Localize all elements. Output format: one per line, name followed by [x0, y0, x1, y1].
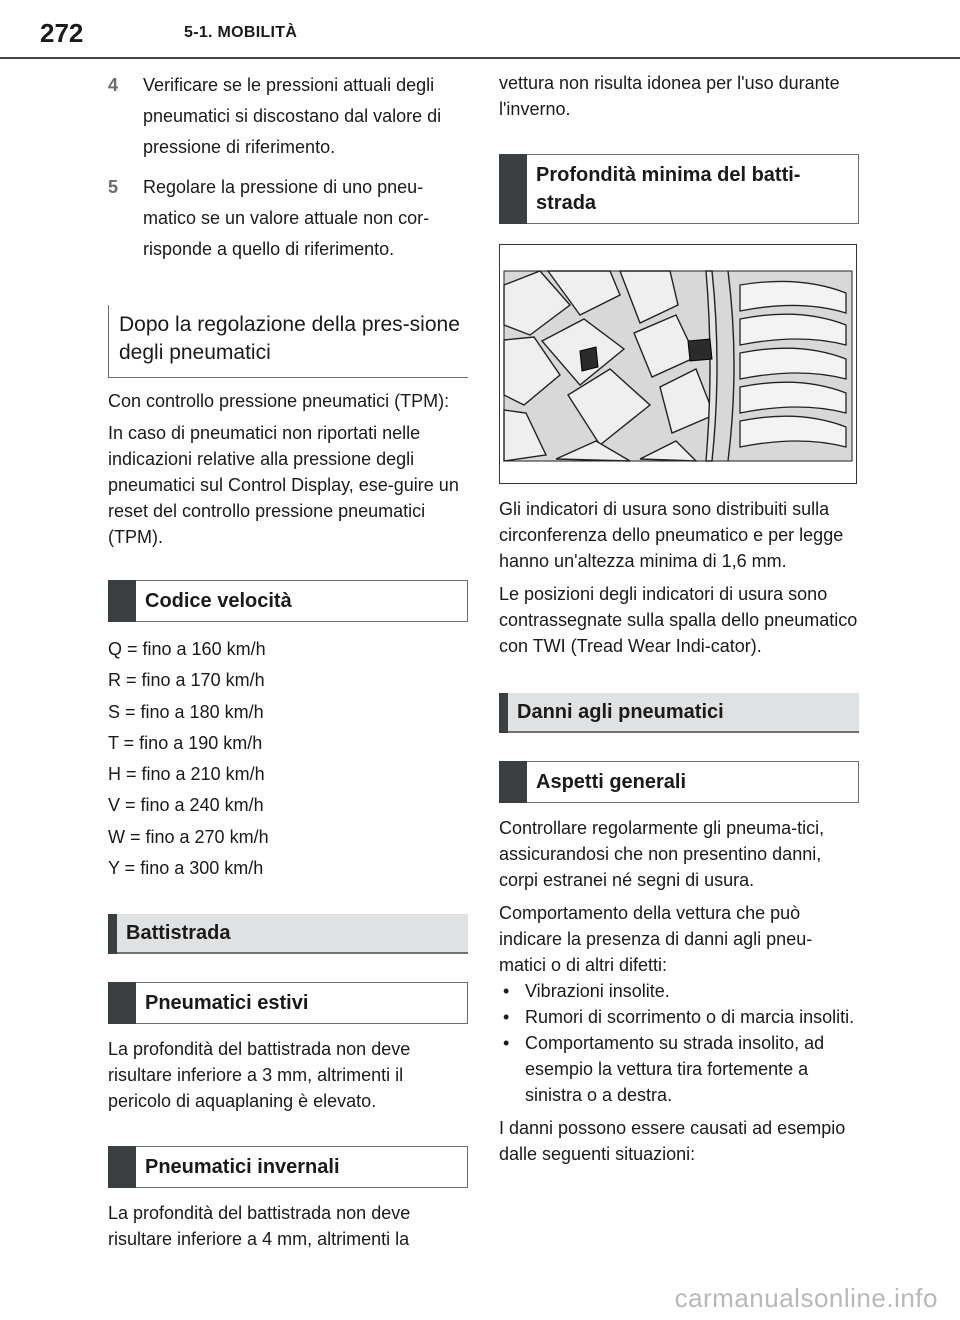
speed-code-heading [108, 580, 468, 622]
winter-tires-text: La profondità del battistrada non deve risultare inferiore a 4 mm, altrimenti la [108, 1203, 411, 1250]
heading-text: Battistrada [126, 922, 231, 945]
heading-text: Pneumatici estivi [145, 992, 309, 1015]
summer-tires-heading [108, 982, 468, 1024]
left-column [108, 70, 468, 1252]
tpm-text: In caso di pneumatici non riportati nelle indicazioni relative alla pressione degli pneumatici sul Control Display, ese-guire un reset del controllo pressione pneumatici (TPM). [108, 423, 459, 547]
after-adjust-heading: Dopo la regolazione della pres-sione degli pneumatici [108, 305, 468, 378]
step-number: 4 [108, 75, 119, 95]
heading-text: Profondità minima del batti-strada [536, 164, 801, 214]
tread-heading [108, 914, 468, 954]
speed-code-item: H = fino a 210 km/h [108, 764, 265, 785]
speed-code-item: Q = fino a 160 km/h [108, 639, 266, 659]
step-number: 5 [108, 177, 119, 197]
damage-causes-text: I danni possono essere causati ad esempio dalle seguenti situazioni: [499, 1118, 846, 1164]
speed-code-list [108, 634, 468, 884]
check-tires-text: Controllare regolarmente gli pneuma-tici, assicurandosi che non presentino danni, corpi estranei né segni di usura. [499, 818, 825, 890]
step-text: Verificare se le pressioni attuali degli pneumatici si discostano dal valore di pressione di riferimento. [143, 75, 442, 157]
step-5 [108, 172, 468, 265]
step-text: Regolare la pressione di uno pneu-matico se un valore attuale non cor-risponde a quello di riferimento. [143, 177, 430, 259]
speed-code-item: S = fino a 180 km/h [108, 701, 264, 722]
heading-text: Pneumatici invernali [145, 1156, 340, 1179]
winter-tires-continued: vettura non risulta idonea per l'uso durante l'inverno. [499, 73, 840, 119]
speed-code-item: V = fino a 240 km/h [108, 795, 264, 816]
right-column [499, 70, 859, 1167]
symptom-list [499, 978, 859, 1108]
wear-indicators-text: Gli indicatori di usura sono distribuiti sulla circonferenza dello pneumatico e per legge hanno un'altezza minima di 1,6 mm. [499, 499, 844, 571]
summer-tires-text: La profondità del battistrada non deve risultare inferiore a 3 mm, altrimenti il pericolo di aquaplaning è elevato. [108, 1039, 411, 1112]
speed-code-item: R = fino a 170 km/h [108, 670, 265, 691]
page-number: 272 [40, 18, 84, 48]
vehicle-behavior-text: Comportamento della vettura che può indicare la presenza di danni agli pneu-matici o di altri difetti: [499, 903, 813, 975]
list-item: • Comportamento su strada insolito, ad esempio la vettura tira fortemente a sinistra o a destra. [499, 1030, 859, 1108]
winter-tires-heading [108, 1146, 468, 1188]
watermark: carmanualsonline.info [674, 1283, 938, 1313]
page-header [0, 0, 960, 62]
heading-text: Danni agli pneumatici [517, 701, 724, 723]
speed-code-item: T = fino a 190 km/h [108, 732, 263, 753]
list-item: • Rumori di scorrimento o di marcia insoliti. [499, 1004, 859, 1030]
general-aspects-heading [499, 761, 859, 803]
tpm-label: Con controllo pressione pneumatici (TPM): [108, 391, 450, 411]
min-depth-heading [499, 154, 859, 224]
section-title: 5-1. MOBILITÀ [184, 24, 298, 41]
twi-text: Le posizioni degli indicatori di usura sono contrassegnate sulla spalla dello pneumatico con TWI (Tread Wear Indi-cator). [499, 584, 858, 656]
speed-code-item: Y = fino a 300 km/h [108, 858, 264, 879]
tire-damage-heading [499, 693, 859, 733]
tread-wear-figure [499, 244, 857, 484]
list-item: • Vibrazioni insolite. [499, 978, 859, 1004]
header-divider [0, 57, 960, 59]
tire-tread-illustration [500, 245, 856, 483]
speed-code-item: W = fino a 270 km/h [108, 826, 269, 847]
step-4 [108, 70, 468, 163]
heading-text: Aspetti generali [536, 771, 687, 793]
heading-text: Codice velocità [145, 590, 292, 612]
